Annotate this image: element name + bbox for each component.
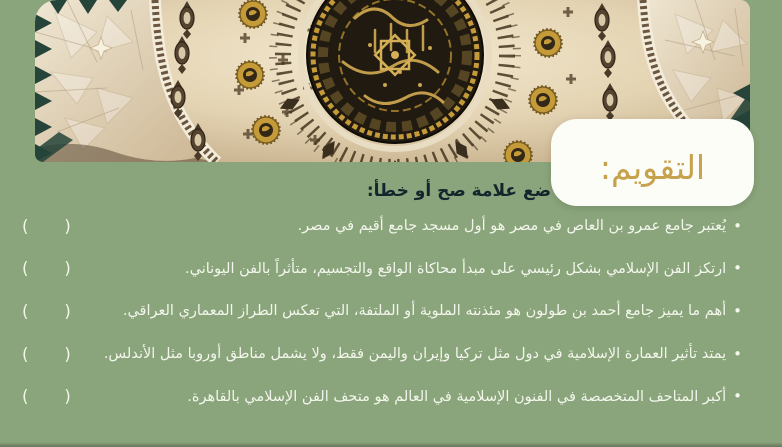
- bullet-icon: •: [733, 344, 742, 363]
- question-statement: [123, 303, 742, 319]
- question-row: [22, 290, 742, 333]
- bullet-icon: •: [733, 216, 742, 235]
- question-text: ارتكز الفن الإسلامي بشكل رئيسي على مبدأ محاكاة الواقع والتجسيم، متأثراً بالفن اليوناني.: [185, 260, 727, 277]
- question-text: يُعتبر جامع عمرو بن العاص في مصر هو أول مسجد جامع أقيم في مصر.: [297, 218, 727, 235]
- question-row: [22, 375, 742, 418]
- bullet-icon: •: [733, 387, 742, 406]
- evaluation-title-card: [551, 119, 754, 206]
- answer-parentheses: ( ): [22, 259, 72, 279]
- question-text: أهم ما يميز جامع أحمد بن طولون هو مئذنته الملوية أو الملتفة، التي تعكس الطراز المعماري العراقي.: [122, 303, 727, 320]
- evaluation-title: التقويم:: [599, 148, 706, 187]
- instruction-heading: ضع علامة صح أو خطأ:: [366, 181, 551, 201]
- question-statement: [298, 218, 742, 234]
- question-statement: [104, 346, 742, 362]
- answer-parentheses: ( ): [22, 344, 72, 364]
- bullet-icon: •: [733, 301, 742, 320]
- question-row: [22, 248, 742, 291]
- question-statement: [185, 261, 742, 277]
- answer-parentheses: ( ): [22, 301, 72, 321]
- answer-parentheses: ( ): [22, 387, 72, 407]
- question-text: أكبر المتاحف المتخصصة في الفنون الإسلامية في العالم هو متحف الفن الإسلامي بالقاهرة.: [187, 388, 727, 405]
- medallion-center-star: [375, 35, 415, 75]
- bullet-icon: •: [733, 259, 742, 278]
- question-statement: [187, 389, 742, 405]
- question-row: [22, 333, 742, 376]
- answer-parentheses: ( ): [22, 216, 72, 236]
- question-text: يمتد تأثير العمارة الإسلامية في دول مثل تركيا وإيران واليمن فقط، ولا يشمل مناطق أوروبا مثل الأندلس.: [103, 346, 727, 363]
- question-list: [22, 205, 742, 418]
- question-row: [22, 205, 742, 248]
